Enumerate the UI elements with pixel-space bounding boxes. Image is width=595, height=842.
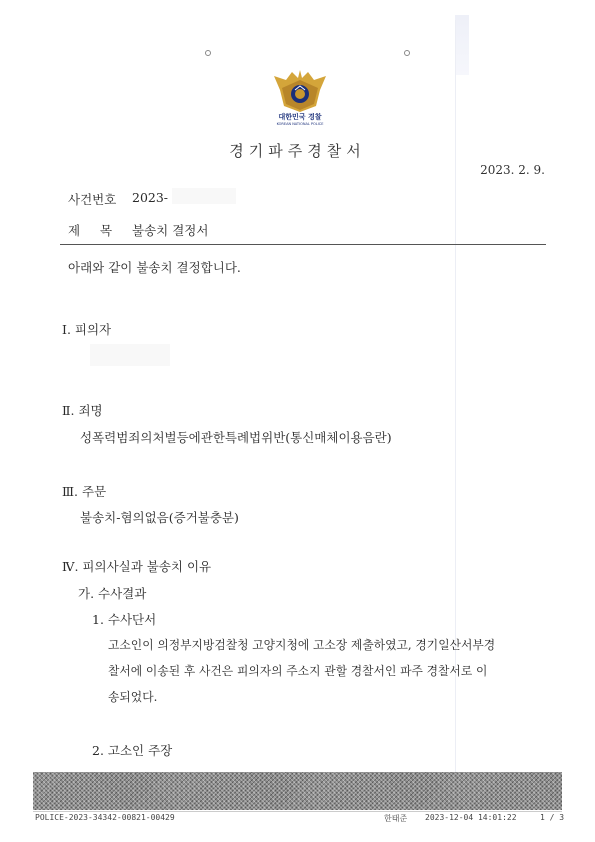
case-number-value: 2023- [132, 190, 169, 205]
subject-value: 불송치 결정서 [132, 223, 209, 238]
document-id: POLICE-2023-34342-00821-00429 [35, 813, 175, 822]
section-2-heading: Ⅱ. 죄명 [62, 403, 103, 418]
section-1-heading: Ⅰ. 피의자 [62, 322, 112, 337]
redacted-case-number [172, 188, 236, 204]
item-1-text-line-3: 송되었다. [108, 690, 158, 704]
issue-timestamp: 2023-12-04 14:01:22 [425, 813, 517, 822]
header-divider [60, 244, 546, 245]
intro-text: 아래와 같이 불송치 결정합니다. [68, 260, 241, 275]
item-1-text-line-1: 고소인이 의정부지방검찰청 고양지청에 고소장 제출하였고, 경기일산서부경 [108, 638, 496, 652]
item-1-heading: 1. 수사단서 [92, 612, 157, 627]
emblem-caption-english: KOREAN NATIONAL POLICE [276, 122, 324, 126]
charge-name: 성폭력범죄의처벌등에관한특례법위반(통신매체이용음란) [80, 430, 392, 445]
scan-margin-band [455, 15, 469, 75]
issuer-name: 한태준 [384, 814, 408, 823]
issuing-office: 경기파주경찰서 [229, 142, 366, 160]
disposition: 불송치-혐의없음(증거불충분) [80, 510, 239, 525]
redacted-suspect-name [90, 344, 170, 366]
punch-hole-mark-left [205, 50, 211, 56]
section-4-heading: Ⅳ. 피의사실과 불송치 이유 [62, 559, 212, 574]
page-number: 1 / 3 [540, 813, 565, 822]
item-2-heading: 2. 고소인 주장 [92, 743, 173, 758]
subsection-a-heading: 가. 수사결과 [78, 586, 147, 601]
footer-divider [33, 811, 562, 812]
case-number-label: 사건번호 [68, 192, 117, 207]
subject-label: 제 목 [68, 223, 113, 238]
security-pattern-band [33, 772, 562, 810]
document-date: 2023. 2. 9. [480, 163, 545, 177]
punch-hole-mark-right [404, 50, 410, 56]
emblem-caption-korean: 대한민국 경찰 [278, 113, 322, 121]
item-1-text-line-2: 찰서에 이송된 후 사건은 피의자의 주소지 관할 경찰서인 파주 경찰서로 이 [108, 664, 488, 678]
section-3-heading: Ⅲ. 주문 [62, 484, 107, 499]
